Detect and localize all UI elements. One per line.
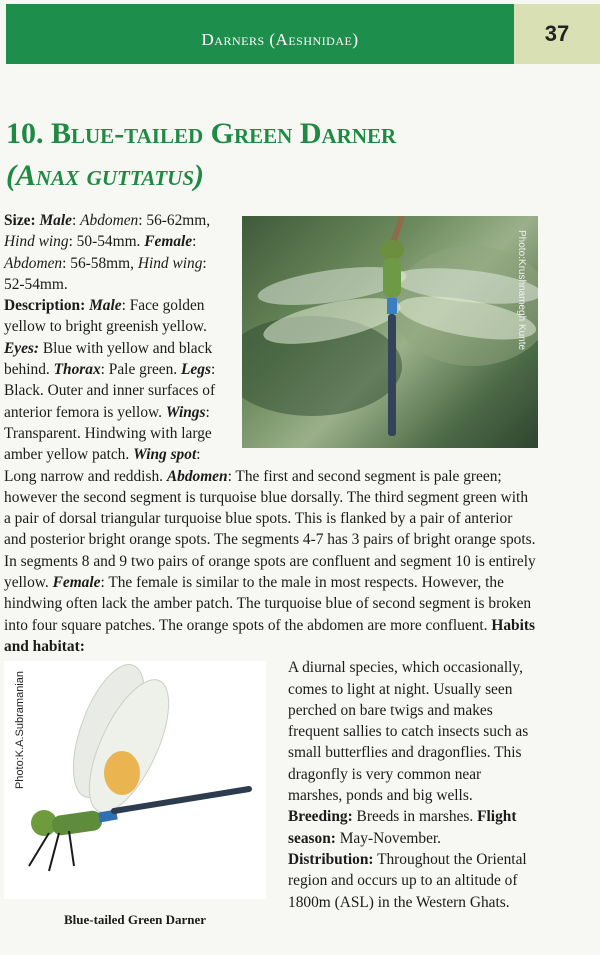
photo1-credit: Photo:Krushnamegh Kunte bbox=[516, 230, 527, 351]
section-title: Darners (Aeshnidae) bbox=[201, 30, 359, 49]
page-number: 37 bbox=[544, 21, 570, 46]
species-description bbox=[4, 210, 538, 931]
breeding-paragraph: Breeding: Breeds in marshes. Flight season: May-November. bbox=[288, 808, 517, 847]
photo-caption: Blue-tailed Green Darner bbox=[63, 912, 206, 928]
distribution-paragraph: Distribution: Throughout the Oriental region and occurs up to an altitude of 1800m (ASL) in the Western Ghats. bbox=[288, 850, 527, 911]
description-paragraph: Description: Male: Face golden yellow to bright greenish yellow. Eyes: Blue with yellow and black behind. Thorax: Pale green. Legs: Black. Outer and inner surfaces of anterior femora is yellow. Wings: Transparent. Hindwing with large amber yellow patch. Wing spot: Long narrow and reddish. Abdomen: The first and second segment is pale green; however the second segment is turquoise blue dorsally. The third segment green with a pair of dorsal triangular turquoise blue spots. This is flanked by a pair of anterior and posterior bright orange spots. The segments 4-7 has 3 pairs of bright orange spots. In segments 8 and 9 two pairs of orange spots are confluent and segment 10 is entirely yellow. Female: The female is similar to the male in most respects. However, the hindwing often lack the amber patch. The turquoise blue of second segment is broken into four square patches. The orange spots of the abdomen are more confluent. Habits and habitat: bbox=[4, 297, 536, 655]
species-title: 10. Blue-tailed Green Darner bbox=[6, 117, 397, 150]
dragonfly-illustration-1 bbox=[242, 216, 538, 448]
dragonfly-illustration-2 bbox=[4, 661, 266, 899]
dragonfly-photo-specimen-block bbox=[4, 661, 274, 930]
chapter-header bbox=[6, 4, 514, 64]
dragonfly-photo-specimen bbox=[4, 661, 266, 899]
dragonfly-photo-perched bbox=[242, 216, 538, 448]
size-paragraph: Size: Male: Abdomen: 56-62mm, Hind wing: 50-54mm. Female: Abdomen: 56-58mm, Hind wing: 52-54mm. bbox=[4, 212, 211, 293]
habits-paragraph: A diurnal species, which occasionally, comes to light at night. Usually seen perched on bare twigs and makes frequent sallies to catch insects such as small butterflies and dragonflies. This dragonfly is very common near marshes, ponds and big wells. bbox=[288, 659, 529, 805]
photo2-credit: Photo:K.A.Subramanian bbox=[14, 671, 26, 790]
scientific-name: (Anax guttatus) bbox=[6, 159, 205, 192]
page-number-box bbox=[514, 4, 600, 64]
